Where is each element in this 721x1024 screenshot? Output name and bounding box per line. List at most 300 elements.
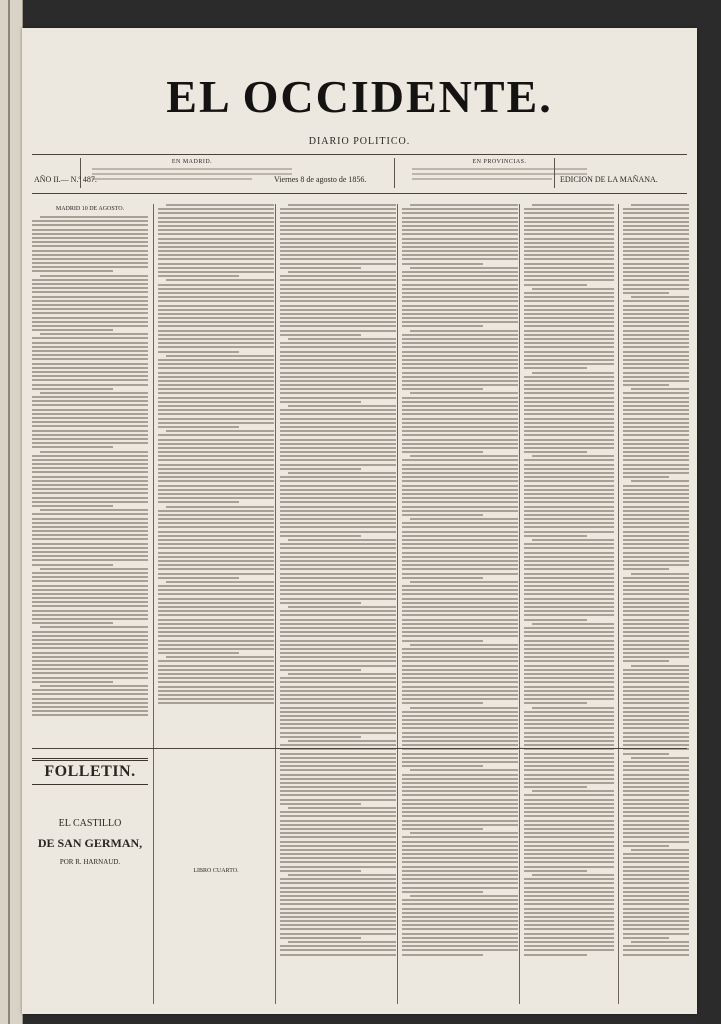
- text-line: [158, 363, 274, 365]
- text-line: [32, 400, 148, 402]
- text-line: [32, 639, 148, 641]
- text-line: [402, 891, 483, 893]
- text-line: [623, 401, 689, 403]
- text-line: [524, 313, 614, 315]
- column-rule: [397, 204, 398, 1004]
- text-line: [402, 656, 518, 658]
- text-line: [280, 715, 396, 717]
- text-line: [32, 229, 148, 231]
- text-line: [280, 418, 396, 420]
- text-line: [32, 593, 148, 595]
- text-line: [158, 644, 274, 646]
- text-line: [402, 288, 518, 290]
- text-line: [402, 292, 518, 294]
- text-line: [524, 208, 614, 210]
- text-line: [280, 635, 396, 637]
- text-line: [524, 895, 614, 897]
- text-line: [402, 598, 518, 600]
- text-line: [524, 229, 614, 231]
- fine-print: [92, 178, 252, 180]
- text-line: [280, 631, 396, 633]
- text-line: [402, 941, 518, 943]
- text-line: [280, 493, 396, 495]
- text-line: [532, 790, 614, 792]
- text-line: [32, 585, 148, 587]
- text-line: [524, 928, 614, 930]
- text-line: [158, 275, 239, 277]
- text-line: [623, 288, 689, 290]
- text-line: [280, 711, 396, 713]
- text-line: [524, 602, 614, 604]
- text-line: [524, 434, 614, 436]
- text-line: [32, 258, 148, 260]
- text-line: [32, 363, 148, 365]
- text-line: [280, 723, 396, 725]
- text-line: [524, 585, 614, 587]
- text-line: [402, 501, 518, 503]
- text-line: [524, 573, 614, 575]
- text-line: [524, 309, 614, 311]
- text-line: [402, 212, 518, 214]
- text-line: [402, 279, 518, 281]
- text-line: [32, 710, 148, 712]
- text-line: [402, 443, 518, 445]
- text-line: [32, 488, 148, 490]
- text-line: [524, 702, 587, 704]
- text-line: [32, 300, 148, 302]
- text-line: [158, 300, 274, 302]
- text-line: [158, 489, 274, 491]
- text-line: [280, 677, 396, 679]
- text-line: [402, 447, 518, 449]
- text-line: [410, 707, 518, 709]
- text-line: [32, 572, 148, 574]
- text-line: [280, 660, 396, 662]
- text-line: [402, 736, 518, 738]
- text-line: [402, 317, 518, 319]
- text-line: [402, 233, 518, 235]
- text-line: [623, 325, 689, 327]
- text-line: [158, 598, 274, 600]
- text-line: [40, 451, 148, 453]
- text-line: [280, 769, 396, 771]
- text-line: [280, 451, 396, 453]
- text-line: [32, 308, 148, 310]
- text-line: [158, 443, 274, 445]
- text-line: [402, 635, 518, 637]
- text-line: [166, 581, 274, 583]
- text-line: [623, 652, 689, 654]
- text-line: [158, 305, 274, 307]
- text-line: [402, 388, 483, 390]
- text-line: [32, 513, 148, 515]
- text-line: [32, 459, 148, 461]
- text-line: [524, 380, 614, 382]
- text-line: [623, 912, 689, 914]
- text-line: [524, 497, 614, 499]
- text-line: [402, 313, 518, 315]
- text-line: [402, 589, 518, 591]
- text-line: [410, 330, 518, 332]
- text-line: [623, 514, 689, 516]
- text-line: [623, 627, 689, 629]
- text-line: [280, 727, 396, 729]
- text-line: [410, 518, 518, 520]
- text-line: [158, 242, 274, 244]
- text-line: [524, 560, 614, 562]
- text-line: [280, 560, 396, 562]
- text-line: [623, 954, 689, 956]
- text-line: [623, 799, 689, 801]
- text-line: [32, 283, 148, 285]
- text-line: [32, 367, 148, 369]
- text-line: [280, 820, 396, 822]
- text-line: [524, 246, 614, 248]
- text-line: [524, 933, 614, 935]
- text-line: [524, 631, 614, 633]
- text-line: [402, 489, 518, 491]
- text-line: [623, 351, 689, 353]
- text-line: [158, 271, 274, 273]
- text-line: [524, 363, 614, 365]
- text-line: [402, 355, 518, 357]
- text-line: [32, 492, 148, 494]
- text-line: [402, 221, 518, 223]
- text-line: [623, 820, 689, 822]
- text-line: [158, 401, 274, 403]
- binding-fold: [8, 0, 10, 1024]
- text-line: [524, 644, 614, 646]
- text-line: [402, 849, 518, 851]
- text-line: [280, 698, 396, 700]
- text-line: [402, 258, 518, 260]
- text-line: [280, 924, 396, 926]
- text-line: [524, 392, 614, 394]
- text-line: [623, 644, 689, 646]
- text-line: [524, 857, 614, 859]
- text-line: [32, 266, 148, 268]
- text-line: [623, 853, 689, 855]
- text-line: [402, 949, 518, 951]
- text-line: [166, 204, 274, 206]
- text-line: [623, 254, 689, 256]
- text-line: [524, 656, 614, 658]
- text-line: [623, 547, 689, 549]
- text-line: [623, 238, 689, 240]
- text-line: [402, 811, 518, 813]
- text-line: [280, 870, 361, 872]
- text-line: [623, 581, 689, 583]
- text-line: [158, 346, 274, 348]
- text-line: [280, 815, 396, 817]
- text-line: [402, 384, 518, 386]
- text-line: [623, 686, 689, 688]
- text-line: [32, 317, 148, 319]
- text-line: [158, 313, 274, 315]
- text-line: [32, 442, 148, 444]
- text-line: [32, 270, 113, 272]
- text-line: [280, 644, 396, 646]
- text-line: [32, 354, 148, 356]
- text-line: [280, 564, 396, 566]
- text-line: [158, 552, 274, 554]
- text-line: [280, 891, 396, 893]
- text-line: [524, 744, 614, 746]
- text-line: [280, 690, 396, 692]
- text-line: [524, 811, 614, 813]
- text-line: [402, 824, 518, 826]
- text-line: [158, 388, 274, 390]
- text-line: [32, 404, 148, 406]
- text-line: [623, 221, 689, 223]
- text-line: [280, 510, 396, 512]
- text-line: [623, 673, 689, 675]
- text-line: [158, 258, 274, 260]
- text-line: [32, 518, 148, 520]
- text-line: [623, 614, 689, 616]
- text-line: [402, 627, 518, 629]
- text-line: [524, 292, 614, 294]
- text-line: [524, 447, 614, 449]
- text-line: [524, 388, 614, 390]
- text-line: [280, 547, 396, 549]
- text-line: [623, 552, 689, 554]
- text-line: [402, 933, 518, 935]
- text-line: [524, 828, 614, 830]
- text-line: [32, 622, 113, 624]
- text-line: [158, 317, 274, 319]
- text-line: [402, 874, 518, 876]
- text-line: [280, 648, 396, 650]
- text-line: [402, 774, 518, 776]
- text-line: [402, 648, 518, 650]
- text-line: [158, 476, 274, 478]
- text-line: [623, 493, 689, 495]
- text-line: [158, 296, 274, 298]
- text-line: [280, 485, 396, 487]
- text-line: [524, 627, 614, 629]
- text-line: [280, 351, 396, 353]
- text-line: [524, 912, 614, 914]
- text-line: [280, 413, 396, 415]
- text-line: [288, 405, 396, 407]
- text-line: [623, 619, 689, 621]
- text-line: [402, 937, 518, 939]
- text-line: [623, 707, 689, 709]
- text-line: [631, 941, 689, 943]
- text-line: [623, 539, 689, 541]
- text-line: [623, 719, 689, 721]
- text-line: [32, 672, 148, 674]
- text-line: [623, 845, 669, 847]
- text-line: [402, 711, 518, 713]
- text-line: [32, 480, 148, 482]
- text-line: [524, 330, 614, 332]
- text-line: [631, 204, 689, 206]
- text-line: [623, 610, 689, 612]
- text-line: [158, 384, 274, 386]
- text-line: [280, 778, 396, 780]
- text-line: [158, 698, 274, 700]
- text-line: [532, 874, 614, 876]
- text-line: [158, 497, 274, 499]
- text-line: [623, 409, 689, 411]
- text-line: [280, 556, 396, 558]
- text-line: [524, 732, 614, 734]
- text-line: [280, 908, 396, 910]
- column-3: [280, 204, 396, 958]
- text-line: [280, 916, 396, 918]
- text-line: [280, 275, 396, 277]
- text-line: [288, 338, 396, 340]
- text-line: [158, 434, 274, 436]
- text-line: [280, 363, 396, 365]
- text-line: [402, 430, 518, 432]
- text-line: [280, 535, 361, 537]
- text-line: [280, 250, 396, 252]
- text-line: [524, 677, 614, 679]
- text-line: [402, 334, 518, 336]
- text-line: [280, 459, 396, 461]
- text-line: [158, 606, 274, 608]
- text-line: [402, 451, 483, 453]
- text-line: [158, 480, 274, 482]
- text-line: [280, 857, 396, 859]
- text-line: [631, 849, 689, 851]
- text-line: [402, 531, 518, 533]
- text-line: [402, 606, 518, 608]
- text-line: [402, 857, 518, 859]
- text-line: [280, 401, 361, 403]
- text-line: [32, 346, 148, 348]
- text-line: [402, 577, 483, 579]
- text-line: [524, 949, 614, 951]
- text-line: [158, 321, 274, 323]
- text-line: [280, 887, 396, 889]
- text-line: [280, 602, 361, 604]
- text-line: [623, 635, 689, 637]
- text-line: [158, 623, 274, 625]
- text-line: [158, 405, 274, 407]
- text-line: [280, 790, 396, 792]
- text-line: [280, 568, 396, 570]
- text-line: [32, 321, 148, 323]
- text-line: [402, 652, 518, 654]
- text-line: [280, 552, 396, 554]
- text-line: [623, 330, 689, 332]
- text-line: [532, 204, 614, 206]
- text-line: [280, 774, 396, 776]
- text-line: [158, 409, 274, 411]
- text-line: [524, 782, 614, 784]
- text-line: [402, 296, 518, 298]
- text-line: [32, 555, 148, 557]
- info-divider: [394, 158, 395, 188]
- text-line: [32, 618, 148, 620]
- fine-print: [412, 178, 552, 180]
- text-line: [402, 702, 483, 704]
- text-line: [402, 690, 518, 692]
- text-line: [402, 434, 518, 436]
- fine-print: [92, 173, 292, 175]
- text-line: [524, 824, 614, 826]
- text-line: [524, 430, 614, 432]
- text-line: [158, 514, 274, 516]
- text-line: [524, 887, 614, 889]
- text-line: [623, 753, 669, 755]
- text-line: [158, 284, 274, 286]
- column-5: [524, 204, 614, 958]
- text-line: [402, 815, 518, 817]
- provincias-header: EN PROVINCIAS.: [472, 159, 527, 165]
- text-line: [40, 509, 148, 511]
- text-line: [623, 217, 689, 219]
- text-line: [280, 912, 396, 914]
- text-line: [402, 493, 518, 495]
- text-line: [524, 250, 614, 252]
- text-line: [402, 539, 518, 541]
- text-line: [623, 518, 689, 520]
- text-line: [280, 355, 396, 357]
- text-line: [280, 824, 396, 826]
- text-line: [402, 346, 518, 348]
- column-4: [402, 204, 518, 958]
- text-line: [280, 296, 396, 298]
- text-line: [280, 212, 396, 214]
- text-line: [524, 221, 614, 223]
- text-line: [280, 292, 396, 294]
- text-line: [280, 225, 396, 227]
- text-line: [32, 656, 148, 658]
- text-line: [524, 761, 614, 763]
- text-line: [623, 568, 669, 570]
- text-line: [280, 585, 396, 587]
- text-line: [280, 669, 361, 671]
- text-line: [402, 560, 518, 562]
- text-line: [623, 908, 689, 910]
- text-line: [623, 874, 689, 876]
- text-line: [402, 342, 518, 344]
- text-line: [524, 485, 614, 487]
- text-line: [524, 803, 614, 805]
- text-line: [623, 263, 689, 265]
- text-line: [402, 614, 518, 616]
- text-line: [524, 753, 614, 755]
- text-line: [32, 522, 148, 524]
- text-line: [402, 715, 518, 717]
- text-line: [524, 242, 614, 244]
- body-text: [32, 216, 148, 716]
- text-line: [524, 908, 614, 910]
- text-line: [402, 882, 518, 884]
- text-line: [402, 275, 518, 277]
- text-line: [280, 388, 396, 390]
- text-line: [623, 870, 689, 872]
- text-line: [158, 372, 274, 374]
- text-line: [280, 367, 396, 369]
- text-line: [402, 761, 518, 763]
- text-line: [280, 321, 396, 323]
- text-line: [280, 945, 396, 947]
- text-line: [158, 338, 274, 340]
- text-line: [280, 397, 396, 399]
- text-line: [288, 204, 396, 206]
- text-line: [32, 605, 148, 607]
- text-line: [402, 828, 483, 830]
- text-line: [524, 727, 614, 729]
- text-line: [158, 422, 274, 424]
- text-line: [280, 702, 396, 704]
